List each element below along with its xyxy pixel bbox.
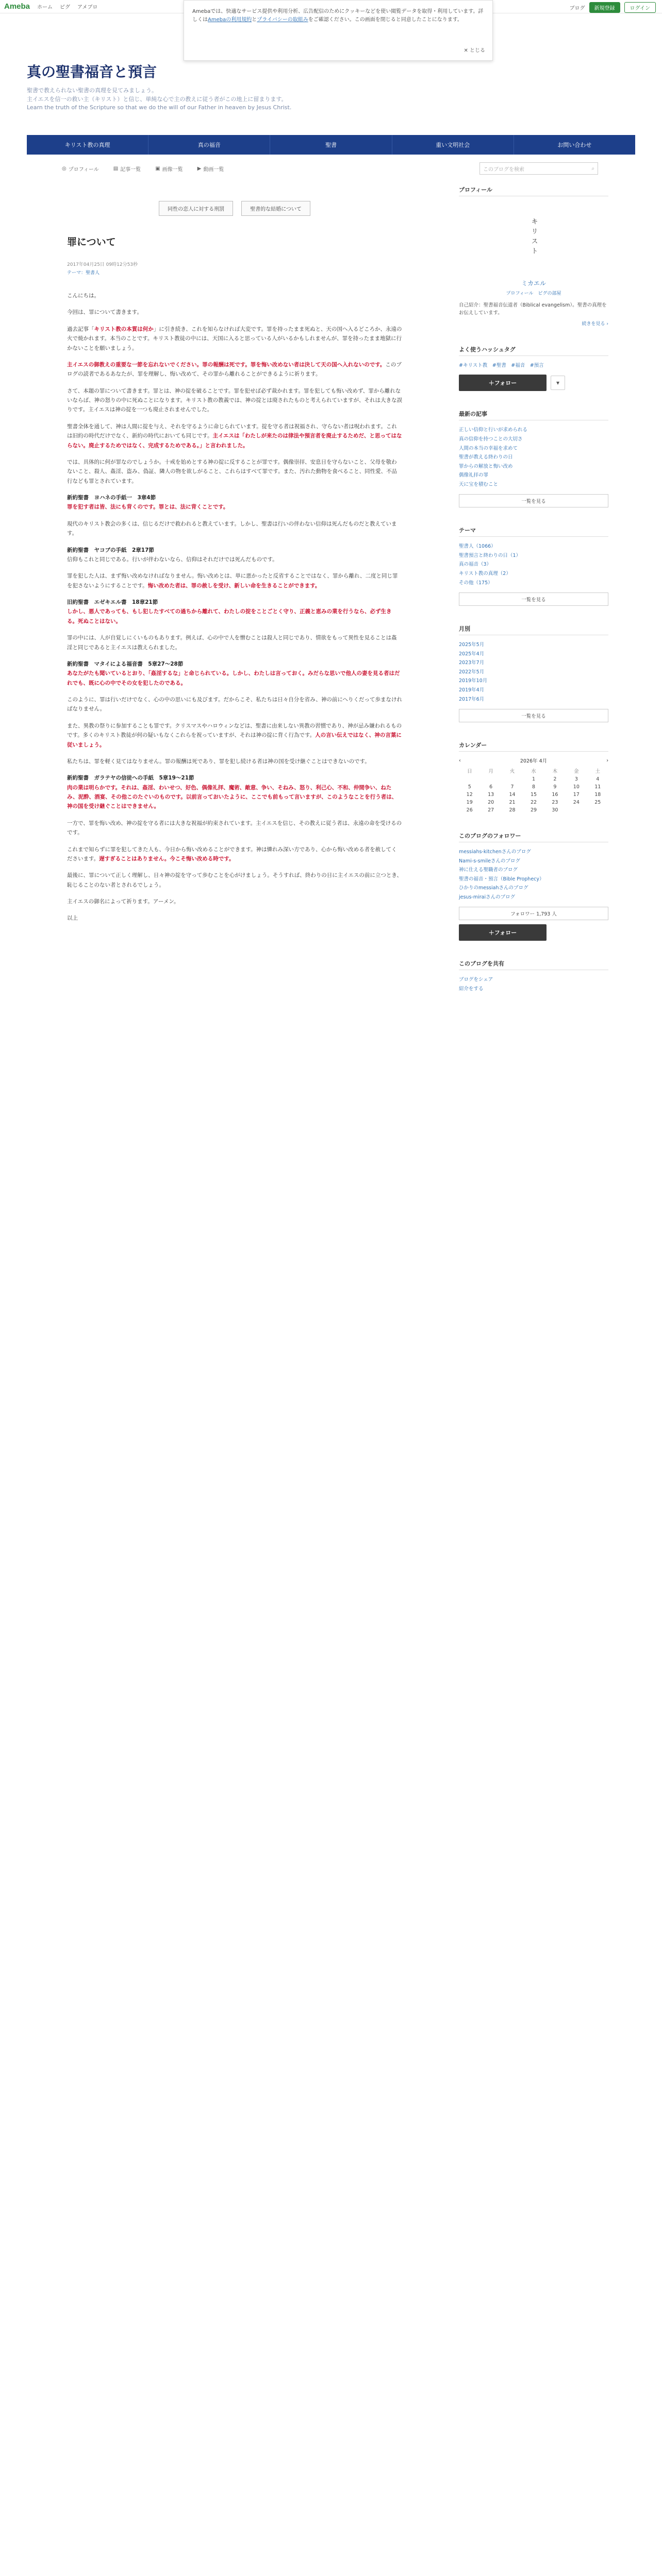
article-title[interactable]: 罪について [67, 236, 116, 248]
calendar-header [459, 757, 608, 764]
share-heading: このブログを共有 [459, 959, 608, 970]
top-link-ameblo[interactable]: アメブロ [77, 5, 98, 10]
theme-heading: テーマ [459, 526, 608, 537]
emphasized-text: 悔い改めた者は、罪の赦しを受け、新しい命を生きることができます。 [147, 582, 321, 589]
paragraph-text: 私たちは、罪を軽く見てはなりません。罪の報酬は死であり、罪を犯し続ける者は神の国を受け継ぐことはできないのです。 [67, 758, 370, 765]
calendar-date[interactable]: 5 [468, 784, 471, 790]
article-paragraph [67, 913, 402, 923]
paragraph-text: 」に引き続き、これを知らなければ大変です。罪を持ったまま死ぬと、天の国へ入るどころか、永遠の火で焼かれます。本当のことです。キリスト教徒の中には、天国に入ると思っている人がいるかもしれませんが、罪を持ったまま地獄に行かないことを願いましょう。 [67, 326, 402, 351]
hashtag-heading: よく使うハッシュタグ [459, 345, 608, 356]
blog-subtitle-2: 主イエスを信一の救い主（キリスト）と信じ、単純な心で主の教えに従う者がこの地上に留まります。 [27, 95, 287, 103]
calendar-date[interactable]: 4 [596, 776, 600, 783]
calendar-date[interactable]: 26 [466, 807, 473, 814]
article-paragraph [67, 871, 402, 890]
calendar-block [459, 741, 608, 813]
blog-search-input[interactable] [479, 162, 598, 175]
emphasized-text: あなたがたも聞いているとおり、「姦淫するな」と命じられている。しかし、わたしは言っておく。みだらな思いで他人の妻を見る者はだれでも、既に心の中でその女を犯したのである。 [67, 670, 400, 686]
calendar-date[interactable]: 22 [530, 800, 537, 806]
subnav-videos-label: 動画一覧 [203, 166, 224, 173]
register-button[interactable]: 新規登録 [589, 2, 620, 13]
follower-item[interactable]: 聖書の福音・預言（Bible Prophecy） [459, 876, 544, 882]
subnav-videos[interactable] [197, 165, 224, 173]
recent-heading: 最新の記事 [459, 410, 608, 420]
scripture-reference: 新約聖書 ヤコブの手紙 2章17節 [67, 547, 154, 553]
calendar-weekday: 火 [509, 769, 515, 775]
cookie-text: Amebaでは、快適なサービス提供や利用分析、広告配信のためにクッキーなどを使い閲覧データを取得・利用しています。詳しくは [192, 9, 484, 23]
scripture-reference: 新約聖書 ヨハネの手紙一 3章4節 [67, 495, 156, 501]
theme-item[interactable]: 真の福音（3） [459, 562, 492, 568]
emphasized-text: 罪を犯す者は皆、法にも背くのです。罪とは、法に背くことです。 [67, 504, 229, 511]
share-intro-link[interactable]: 紹介をする [459, 986, 484, 992]
article-paragraph [67, 546, 402, 565]
image-icon: ▣ [155, 165, 160, 172]
video-icon: ▶ [197, 165, 202, 172]
profile-description: 自己紹介：聖書福音伝道者（Biblical evangelism）。聖書の真理をお伝えしています。 [459, 302, 607, 316]
recent-item[interactable]: 偶像礼拝の罪 [459, 472, 489, 479]
calendar-date[interactable]: 28 [509, 807, 516, 814]
paragraph-text: これまで知らずに罪を犯してきた人も、今日から悔い改めることができます。神は憐れみ深い方であり、心から悔い改める者を赦してくださいます。 [67, 846, 397, 862]
chevron-left-icon[interactable]: ‹ [459, 757, 461, 764]
calendar-date[interactable]: 13 [488, 792, 494, 798]
follower-item[interactable]: Nami-s-smileさんのブログ [459, 858, 520, 864]
emphasized-text: しかし、悪人であっても、もし犯したすべての過ちから離れて、わたしの掟をことごとく守り、正義と恵みの業を行うなら、必ず生きる。死ぬことはない。 [67, 608, 392, 624]
paragraph-text: 以上 [67, 915, 78, 922]
archive-item[interactable]: 2019年10月 [459, 678, 488, 684]
followers-heading: このブログのフォロワー [459, 832, 608, 842]
blog-header [27, 61, 635, 112]
ameba-logo[interactable]: Ameba [4, 2, 30, 11]
theme-item[interactable]: 聖書人（1066） [459, 544, 496, 550]
calendar-date[interactable]: 18 [594, 792, 601, 798]
follow-row-2 [459, 924, 608, 941]
cookie-close-button[interactable]: ✕ とじる [464, 48, 485, 54]
archive-list-button[interactable]: 一覧を見る [459, 709, 608, 722]
article-paragraph [67, 571, 402, 590]
profile-links[interactable]: プロフィール ピグの部屋 [506, 291, 561, 296]
recent-item[interactable]: 天に宝を積むこと [459, 481, 499, 487]
article-paragraph [67, 422, 402, 450]
scripture-reference: 新約聖書 マタイによる福音書 5章27〜28節 [67, 660, 184, 667]
calendar-date[interactable]: 27 [488, 807, 494, 814]
paragraph-text: では、具体的に何が罪なのでしょうか。十戒を始めとする神の掟に反することが罪です。偶像崇拝、安息日を守らないこと、父母を敬わないこと、殺人、姦淫、盗み、偽証、隣人の物を欲しがること、これらはすべて罪です。また、汚れた動物を食べること、同性愛、不品行なども罪とされています。 [67, 459, 398, 484]
paragraph-text: 一方で、罪を悔い改め、神の掟を守る者には大きな祝福が約束されています。主イエスを信じ、その教えに従う者は、永遠の命を受けるのです。 [67, 820, 402, 836]
article-paragraph [67, 598, 402, 626]
article-paragraph [67, 386, 402, 415]
scripture-reference: 旧約聖書 エゼキエル書 18章21節 [67, 599, 158, 605]
archive-heading: 月別 [459, 624, 608, 635]
calendar-date[interactable]: 21 [509, 800, 516, 806]
calendar-date[interactable]: 16 [552, 792, 558, 798]
profile-name[interactable]: ミカエル [521, 280, 546, 287]
article-paragraph [67, 773, 402, 811]
paragraph-text: こんにちは。 [67, 293, 100, 299]
subnav-articles[interactable] [113, 165, 141, 173]
followers-block [459, 832, 608, 941]
calendar-date[interactable]: 7 [510, 784, 514, 790]
theme-block [459, 526, 608, 606]
top-links [37, 3, 97, 10]
calendar-date[interactable]: 23 [552, 800, 558, 806]
paragraph-text: このブログの読者であるあなたが、罪を理解し、悔い改めて、その罪から離れることができるように祈ります。 [67, 361, 402, 378]
hashtag-list[interactable]: #キリスト教 #聖書 #福音 #預言 [459, 363, 544, 369]
search-icon[interactable]: ⌕ [591, 165, 594, 172]
blog-subtitle-3: Learn the truth of the Scripture so that we do the will of our Father in heaven by Jesus Christ. [27, 104, 292, 111]
nav-item-gospel[interactable]: 真の福音 [148, 135, 270, 155]
article-paragraph [67, 457, 402, 486]
emphasized-text: 主イエスは「わたしが来たのは律法や預言者を廃止するためだ、と思ってはならない。廃止するためではなく、完成するためである。」と言われました。 [67, 433, 402, 449]
follow-button[interactable]: ＋フォロー [459, 375, 547, 391]
archive-block [459, 624, 608, 722]
calendar-date[interactable]: 15 [530, 792, 537, 798]
archive-item[interactable]: 2017年6月 [459, 696, 485, 702]
calendar-date[interactable]: 11 [594, 784, 601, 790]
recent-item[interactable]: 正しい信仰と行いが求められる [459, 427, 528, 433]
prev-article-button[interactable]: 同性の恋人に対する刑罰 [159, 201, 233, 216]
nav-item-bible[interactable]: 聖書 [270, 135, 392, 155]
subnav-images[interactable] [155, 165, 183, 173]
calendar-date[interactable]: 8 [532, 784, 536, 790]
sidebar [459, 185, 608, 1013]
calendar-date [502, 776, 523, 782]
article-body [67, 291, 402, 923]
emphasized-text: 肉の業は明らかです。それは、姦淫、わいせつ、好色、偶像礼拝、魔術、敵意、争い、そねみ、怒り、利己心、不和、仲間争い、ねたみ、泥酔、酒宴、その他このたぐいのものです。以前言っておいたように、ここでも前もって言いますが、このようなことを行う者は、神の国を受け継ぐことはできません。 [67, 784, 398, 810]
paragraph-text: 過去記事「 [67, 326, 94, 332]
calendar-weekday: 日 [467, 769, 472, 775]
subnav-profile-label: プロフィール [68, 166, 99, 173]
calendar-date[interactable]: 30 [552, 807, 558, 814]
calendar-date [566, 807, 587, 813]
main-column [67, 185, 402, 930]
archive-item[interactable]: 2019年4月 [459, 687, 485, 693]
calendar-date[interactable]: 9 [553, 784, 557, 790]
archive-item[interactable]: 2025年4月 [459, 651, 485, 657]
profile-block [459, 185, 608, 327]
profile-heading: プロフィール [459, 185, 608, 196]
follower-item[interactable]: messiahs-kitchenさんのブログ [459, 849, 531, 855]
calendar-date[interactable]: 24 [573, 800, 580, 806]
share-block [459, 959, 608, 994]
recent-item[interactable]: 聖書が教える終わりの日 [459, 454, 513, 461]
theme-list-button[interactable]: 一覧を見る [459, 592, 608, 606]
calendar-date[interactable]: 12 [466, 792, 473, 798]
theme-item[interactable]: 聖書預言と終わりの日（1） [459, 552, 521, 558]
calendar-date[interactable]: 1 [532, 776, 536, 783]
article-date: 2017年04月25日 09時12分53秒 [67, 262, 138, 267]
nav-item-contact[interactable]: お問い合わせ [557, 142, 592, 148]
paragraph-text: このように、罪は行いだけでなく、心の中の思いにも及びます。だからこそ、私たちは日々自分を省み、神の前にへりくだって歩まなければなりません。 [67, 697, 402, 713]
calendar-date[interactable]: 3 [574, 776, 578, 783]
emphasized-text: 主イエスの御教えの重要な一節を忘れないでください。罪の報酬は死です。罪を悔い改めない者は決して天の国へ入れないのです。 [67, 361, 386, 368]
article-paragraph [67, 845, 402, 864]
blog-subtitle-1: 聖書で教えられない聖書の真理を見てみましょう。 [27, 87, 157, 94]
subnav-articles-label: 記事一覧 [120, 166, 141, 173]
blog-navbar [27, 135, 635, 155]
calendar-weekday: 水 [531, 769, 536, 775]
follower-item[interactable]: 神に仕える聖職者のブログ [459, 867, 518, 873]
calendar-month: 2026年 4月 [520, 758, 548, 765]
emphasized-text: 人の言い伝えではなく、神の言葉に従いましょう。 [67, 732, 402, 748]
archive-item[interactable]: 2022年5月 [459, 669, 485, 675]
document-icon: ▤ [113, 165, 119, 172]
article-paragraph [67, 633, 402, 652]
nav-item-truth[interactable]: キリスト教の真理 [27, 135, 148, 155]
paragraph-text: 最後に、罪について正しく理解し、日々神の掟を守って歩むことを心がけましょう。そうすれば、終わりの日に主イエスの前に立つとき、恥じることのない者とされるでしょう。 [67, 872, 402, 888]
paragraph-text: 現代のキリスト教会の多くは、信じるだけで救われると教えています。しかし、聖書は行いの伴わない信仰は死んだものだと教えています。 [67, 520, 397, 537]
follower-item[interactable]: jesus-miraiさんのブログ [459, 894, 516, 900]
paragraph-text: 主イエスの御名によって祈ります。アーメン。 [67, 899, 179, 905]
cookie-text-2: をご確認ください。この画面を閉じると同意したことになります。 [308, 17, 462, 23]
person-icon: ◎ [62, 165, 67, 172]
calendar-date[interactable]: 10 [573, 784, 580, 790]
subnav-profile[interactable] [62, 165, 99, 173]
calendar-date [459, 776, 480, 782]
article-paragraph [67, 819, 402, 838]
profile-image[interactable]: キリスト [529, 218, 538, 257]
next-article-button[interactable]: 聖書的な結婚について [241, 201, 310, 216]
theme-item[interactable]: キリスト教の真理（2） [459, 571, 511, 577]
profile-more-link[interactable]: 続きを見る › [582, 321, 608, 327]
article-pager [67, 201, 402, 216]
subnav-images-label: 画像一覧 [162, 166, 183, 173]
follow-row [459, 375, 608, 391]
top-right-actions [570, 2, 656, 13]
calendar-date[interactable]: 20 [488, 800, 494, 806]
article-paragraph [67, 493, 402, 512]
privacy-link[interactable]: プライバシーの取組み [257, 17, 308, 23]
cookie-notice [184, 0, 493, 61]
article-paragraph [67, 721, 402, 750]
login-button[interactable]: ログイン [624, 2, 656, 13]
paragraph-text: さて、本題の罪について書きます。罪とは、神の掟を破ることです。罪を犯せば必ず裁かれます。罪を犯しても悔い改めず、罪から離れないならば、神の怒りの中に死ぬことになります。キリスト教の教義では、神の掟とは廃されたものと考えられていますが、それは大きな誤りです。主イエスは神の掟を一つも廃止されませんでした。 [67, 387, 402, 413]
chevron-right-icon[interactable]: › [606, 757, 608, 764]
top-link-pigg[interactable]: ピグ [60, 5, 71, 10]
terms-link[interactable]: Amebaの利用規約 [208, 17, 252, 23]
chevron-down-icon[interactable]: ▾ [551, 376, 565, 390]
search-placeholder: このブログを検索 [483, 166, 524, 173]
recent-item[interactable]: 罪からの解放と悔い改め [459, 463, 513, 469]
blog-subnav [62, 161, 598, 176]
article-paragraph [67, 325, 402, 353]
article-paragraph [67, 308, 402, 317]
cookie-and: と [252, 17, 257, 23]
recent-item[interactable]: 真の信仰を持つことの大切さ [459, 436, 523, 442]
calendar-grid [459, 767, 608, 813]
article-paragraph [67, 519, 402, 538]
calendar-weekday: 土 [595, 769, 601, 775]
recent-list-button[interactable]: 一覧を見る [459, 494, 608, 507]
share-blog-link[interactable]: ブログをシェア [459, 977, 493, 983]
article-paragraph [67, 757, 402, 766]
calendar-date[interactable]: 19 [466, 800, 473, 806]
recent-item[interactable]: 人間の本当の幸福を求めて [459, 445, 518, 451]
hashtag-block [459, 345, 608, 391]
calendar-weekday: 月 [488, 769, 493, 775]
paragraph-text: 罪の中には、人が自覚しにくいものもあります。例えば、心の中で人を憎むことは殺人と同じであり、情欲をもって異性を見ることは姦淫と同じであると主イエスは教えられました。 [67, 635, 397, 651]
paragraph-text: また、異教の祭りに参加することも罪です。クリスマスやハロウィンなどは、聖書に由来しない異教の習慣であり、神が忌み嫌われるものです。多くのキリスト教徒が何の疑いもなくこれらを祝っていますが、それは神の掟に背く行為です。 [67, 722, 402, 739]
follower-item[interactable]: ひかりのmessiahさんのブログ [459, 885, 528, 891]
archive-item[interactable]: 2023年7月 [459, 660, 485, 666]
emphasized-text: 遅すぎることはありません。今こそ悔い改める時です。 [99, 855, 235, 862]
calendar-heading: カレンダー [459, 741, 608, 752]
archive-item[interactable]: 2025年5月 [459, 642, 485, 648]
calendar-date [587, 807, 608, 813]
scripture-reference: 新約聖書 ガラテヤの信徒への手紙 5章19〜21節 [67, 775, 194, 782]
calendar-date[interactable]: 29 [530, 807, 537, 814]
blog-title[interactable]: 真の聖書福音と預言 [27, 63, 157, 80]
recent-block [459, 410, 608, 507]
calendar-date[interactable]: 2 [553, 776, 557, 783]
paragraph-text: 今回は、罪について書きます。 [67, 309, 142, 316]
article-paragraph [67, 659, 402, 688]
nav-item-society[interactable]: 重い文明社会 [392, 135, 514, 155]
calendar-date [480, 776, 501, 782]
follow-button-2[interactable]: ＋フォロー [459, 924, 547, 941]
calendar-date[interactable]: 25 [594, 800, 601, 806]
article-theme[interactable]: テーマ：聖書人 [67, 270, 100, 276]
paragraph-text: 信仰もこれと同じである。行いが伴わないなら、信仰はそれだけでは死んだものです。 [67, 556, 278, 563]
top-link-home[interactable]: ホーム [37, 5, 53, 10]
paragraph-text: 罪を犯した人は、まず悔い改めなければなりません。悔い改めとは、単に悪かったと反省することではなく、罪から離れ、二度と同じ罪を犯さないようにすることです。 [67, 573, 398, 589]
paragraph-text: 聖書全体を通して、神は人間に掟を与え、それを守るように命じられています。掟を守る者は祝福され、守らない者は呪われます。これは旧約の時代だけでなく、新約の時代においても同じです。 [67, 423, 397, 439]
emphasized-text: キリスト教の本質は何か [94, 326, 154, 332]
calendar-date[interactable]: 17 [573, 792, 580, 798]
calendar-weekday: 金 [574, 769, 579, 775]
article-paragraph [67, 695, 402, 714]
calendar-weekday: 木 [552, 769, 558, 775]
article-paragraph [67, 291, 402, 300]
article-paragraph [67, 897, 402, 906]
article-paragraph [67, 360, 402, 379]
calendar-date[interactable]: 14 [509, 792, 516, 798]
calendar-date[interactable]: 6 [489, 784, 493, 790]
blog-button[interactable]: ブログ [569, 6, 585, 11]
theme-item[interactable]: その他（175） [459, 580, 493, 586]
follower-count[interactable]: フォロワー 1,793 人 [459, 907, 608, 920]
